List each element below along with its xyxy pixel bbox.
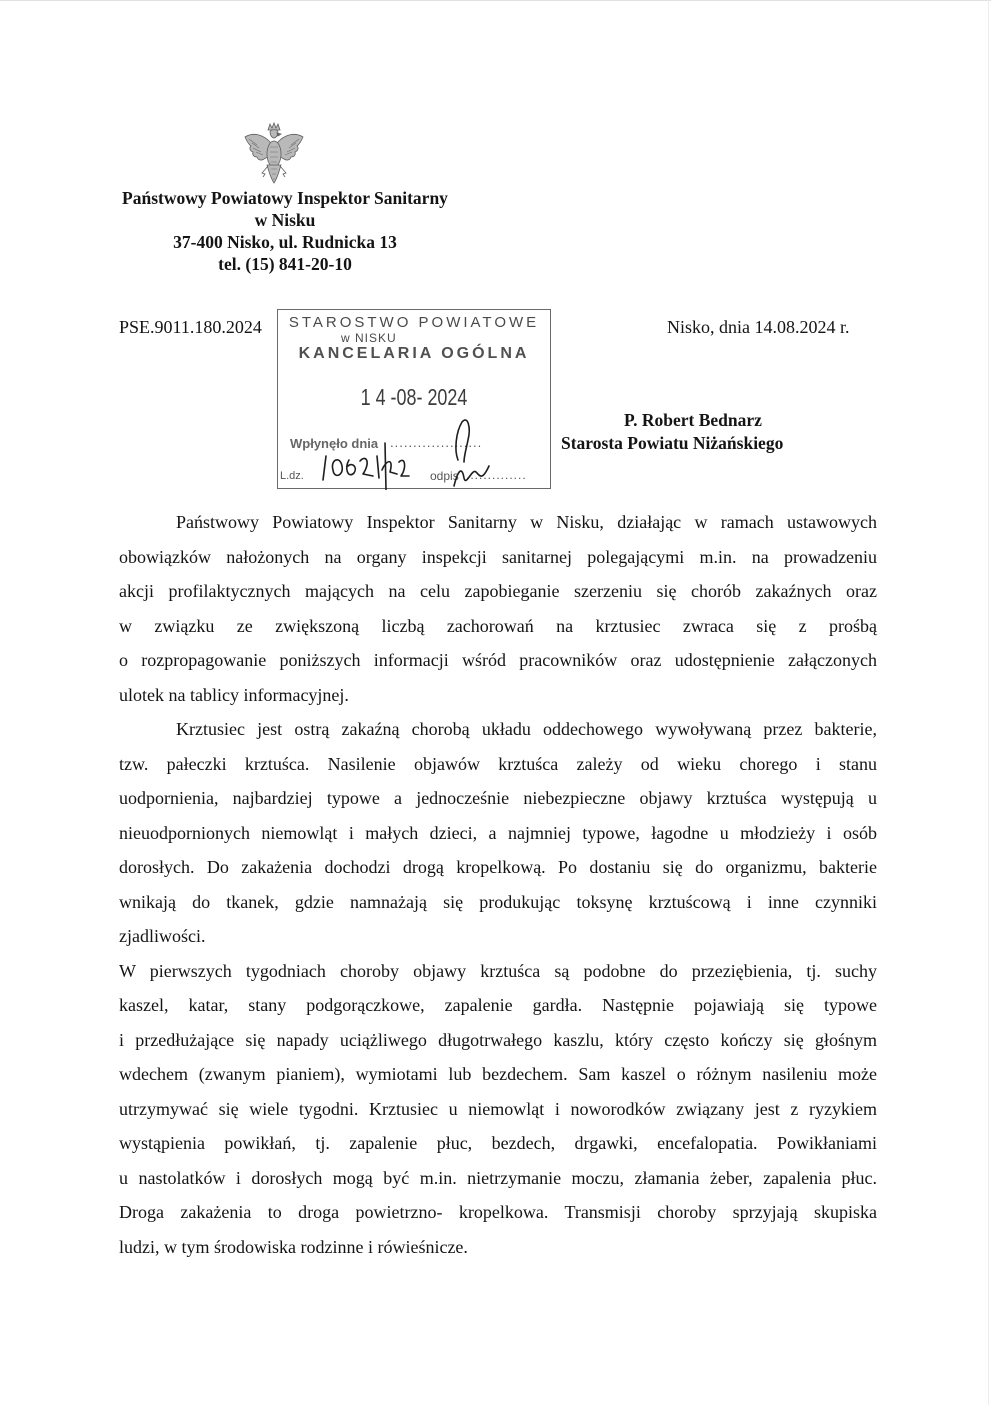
stamp-received-label: Wpłynęło dnia — [290, 436, 379, 451]
body-line: o rozpropagowanie poniższych informacji wśród pracowników oraz udostępnienie załączonych — [119, 650, 877, 670]
scan-edge-top — [0, 0, 991, 1]
scan-edge-right — [988, 0, 989, 1405]
eagle-emblem-icon — [243, 121, 305, 189]
stamp-city: w NISKU — [341, 331, 397, 345]
body-line: kaszel, katar, stany podgorączkowe, zapalenie gardła. Następnie pojawiają się typowe — [119, 995, 877, 1015]
recipient-name: P. Robert Bednarz — [624, 410, 762, 430]
body-line: ludzi, w tym środowiska rodzinne i rówieśnicze. — [119, 1236, 468, 1257]
body-line: dorosłych. Do zakażenia dochodzi drogą kropelkową. Po dostaniu się do organizmu, bakterie — [119, 857, 877, 877]
body-line: obowiązków nałożonych na organy inspekcji sanitarnej polegającymi m.in. na prowadzeniu — [119, 546, 877, 567]
reference-number: PSE.9011.180.2024 — [119, 317, 262, 337]
body-line: nieuodpornionych niemowląt i małych dzieci, a najmniej typowe, łagodne u młodzieży i osób — [119, 822, 877, 843]
body-line: Państwowy Powiatowy Inspektor Sanitarny w Nisku, działając w ramach ustawowych — [176, 512, 877, 532]
body-line: W pierwszych tygodniach choroby objawy krztuśca są podobne do przeziębienia, tj. suchy — [119, 960, 877, 981]
stamp-date: 1 4 -08- 2024 — [360, 384, 468, 410]
registry-stamp — [277, 309, 551, 489]
body-line: ulotek na tablicy informacyjnej. — [119, 684, 349, 705]
body-line: zjadliwości. — [119, 926, 206, 946]
place-date: Nisko, dnia 14.08.2024 r. — [667, 317, 850, 337]
stamp-ldz-label: L.dz. — [280, 470, 304, 482]
stamp-received-dots: .................... — [390, 435, 483, 450]
recipient-title: Starosta Powiatu Niżańskiego — [561, 433, 784, 453]
stamp-office-name: STAROSTWO POWIATOWE — [288, 314, 540, 331]
sender-phone: tel. (15) 841-20-10 — [218, 254, 352, 274]
body-line: uodpornienia, najbardziej typowe a jednocześnie niebezpieczne objawy krztuśca występują u — [119, 788, 877, 808]
body-line: i przedłużające się napady uciążliwego długotrwałego kaszlu, który często kończy się głośnym — [119, 1029, 877, 1050]
sender-header — [85, 187, 485, 275]
letter-body — [119, 505, 877, 1264]
body-line: Krztusiec jest ostrą zakaźną chorobą układu oddechowego wywoływaną przez bakterie, — [176, 719, 877, 739]
handwritten-annotation — [278, 310, 552, 490]
stamp-department: KANCELARIA OGÓLNA — [298, 345, 530, 362]
sender-address: 37-400 Nisko, ul. Rudnicka 13 — [173, 232, 397, 252]
body-line: wdechem (zwanym pianiem), wymiotami lub bezdechem. Sam kaszel o różnym nasileniu może — [119, 1064, 877, 1084]
body-line: wystąpienia powikłań, tj. zapalenie płuc, bezdech, drgawki, encefalopatia. Powikłaniami — [119, 1133, 877, 1153]
sender-title: Państwowy Powiatowy Inspektor Sanitarny — [122, 188, 448, 208]
body-line: tzw. pałeczki krztuśca. Nasilenie objawów krztuśca zależy od wieku chorego i stanu — [119, 753, 877, 774]
stamp-sign-label: odpis — [430, 469, 459, 483]
sender-city: w Nisku — [254, 210, 316, 230]
body-line: w związku ze zwiększoną liczbą zachorowań na krztusiec zwraca się z prośbą — [119, 615, 877, 636]
body-line: u nastolatków i dorosłych mogą być m.in. nietrzymanie moczu, złamania żeber, zapalenia płuc. — [119, 1167, 877, 1188]
body-line: Droga zakażenia to droga powietrzno- kropelkowa. Transmisji choroby sprzyjają skupiska — [119, 1202, 877, 1222]
body-line: wnikają do tkanek, gdzie namnażają się produkując toksynę krztuścową i inne czynniki — [119, 891, 877, 912]
body-line: utrzymywać się wiele tygodni. Krztusiec u niemowląt i noworodków związany jest z ryzykiem — [119, 1098, 877, 1119]
body-line: akcji profilaktycznych mających na celu zapobieganie szerzeniu się chorób zakaźnych oraz — [119, 581, 877, 601]
stamp-sign-dots: .............. — [466, 468, 527, 482]
